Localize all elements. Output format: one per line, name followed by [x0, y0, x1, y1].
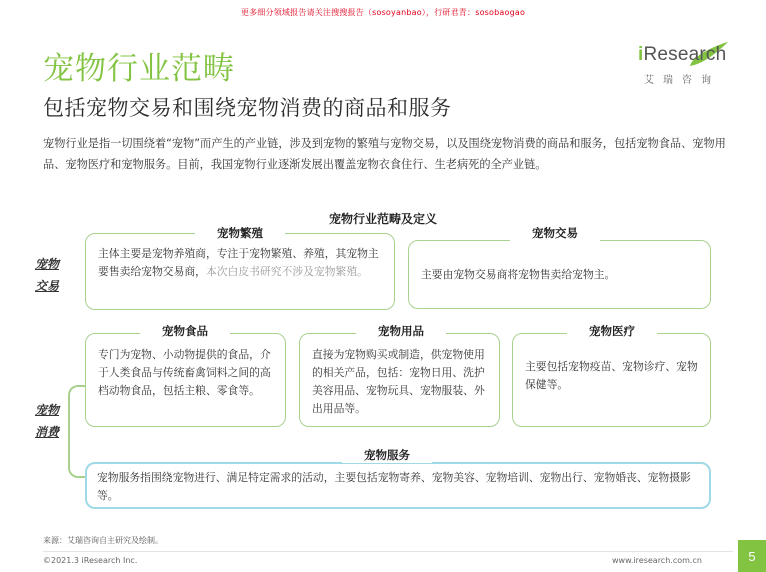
- box-breeding: [85, 233, 395, 310]
- box-medical: [512, 333, 711, 427]
- breeding-text: 主体主要是宠物养殖商，专注于宠物繁殖、养殖，其宠物主要售卖给宠物交易商，: [98, 247, 379, 278]
- diagram-title: 宠物行业范畴及定义: [328, 212, 437, 226]
- group-label-trade: 宠物 交易: [35, 257, 60, 293]
- box-title-services: 宠物服务: [342, 447, 432, 463]
- page-subtitle: 包括宠物交易和围绕宠物消费的商品和服务: [43, 96, 452, 120]
- trading-text: 主要由宠物交易商将宠物售卖给宠物主。: [421, 268, 616, 281]
- services-text: 宠物服务指围绕宠物进行、满足特定需求的活动，主要包括宠物寄养、宠物美容、宠物培训、宠物出行、宠物婚丧、宠物摄影等。: [97, 471, 691, 502]
- box-title-trading: 宠物交易: [510, 225, 600, 241]
- source-note: 来源：艾瑞咨询自主研究及绘制。: [43, 536, 163, 545]
- footer-website: www.iresearch.com.cn: [612, 556, 702, 565]
- iresearch-logo: [632, 44, 732, 92]
- logo-wordmark: iResearch: [638, 44, 727, 65]
- intro-paragraph: 宠物行业是指一切围绕着“宠物”而产生的产业链，涉及到宠物的繁殖与宠物交易，以及围绕宠物消费的商品和服务，包括宠物食品、宠物用品、宠物医疗和宠物服务。目前，我国宠物行业逐渐发展出覆盖宠物衣食住行、生老病死的全产业链。: [43, 137, 726, 171]
- supplies-text: 直接为宠物购买或制造，供宠物使用的相关产品，包括：宠物日用、洗护美容用品、宠物玩具、宠物服装、外出用品等。: [312, 348, 485, 415]
- box-trading: [408, 240, 711, 309]
- box-title-medical: 宠物医疗: [567, 323, 657, 339]
- page-title: 宠物行业范畴: [43, 51, 235, 87]
- group-label-consumption: 宠物 消费: [35, 403, 60, 439]
- breeding-note: 本次白皮书研究不涉及宠物繁殖。: [205, 265, 368, 278]
- footer-copyright: ©2021.3 iResearch Inc.: [43, 556, 138, 565]
- logo-chinese-name: 艾瑞咨询: [644, 75, 720, 86]
- box-supplies: [299, 333, 500, 427]
- box-title-supplies: 宠物用品: [356, 323, 446, 339]
- box-title-breeding: 宠物繁殖: [195, 225, 285, 241]
- consumption-bracket: [68, 385, 86, 478]
- footer-divider: [43, 551, 733, 552]
- food-text: 专门为宠物、小动物提供的食品，介于人类食品与传统畜禽饲料之间的高档动物食品，包括主粮、零食等。: [98, 348, 271, 397]
- box-services: [85, 462, 711, 509]
- box-title-food: 宠物食品: [140, 323, 230, 339]
- box-food: [85, 333, 286, 427]
- medical-text: 主要包括宠物疫苗、宠物诊疗、宠物保健等。: [525, 360, 698, 391]
- top-notice: 更多细分领域报告请关注搜搜报告（sosoyanbao），行研君青：sosobaogao: [240, 8, 526, 17]
- page-number: 5: [738, 540, 766, 572]
